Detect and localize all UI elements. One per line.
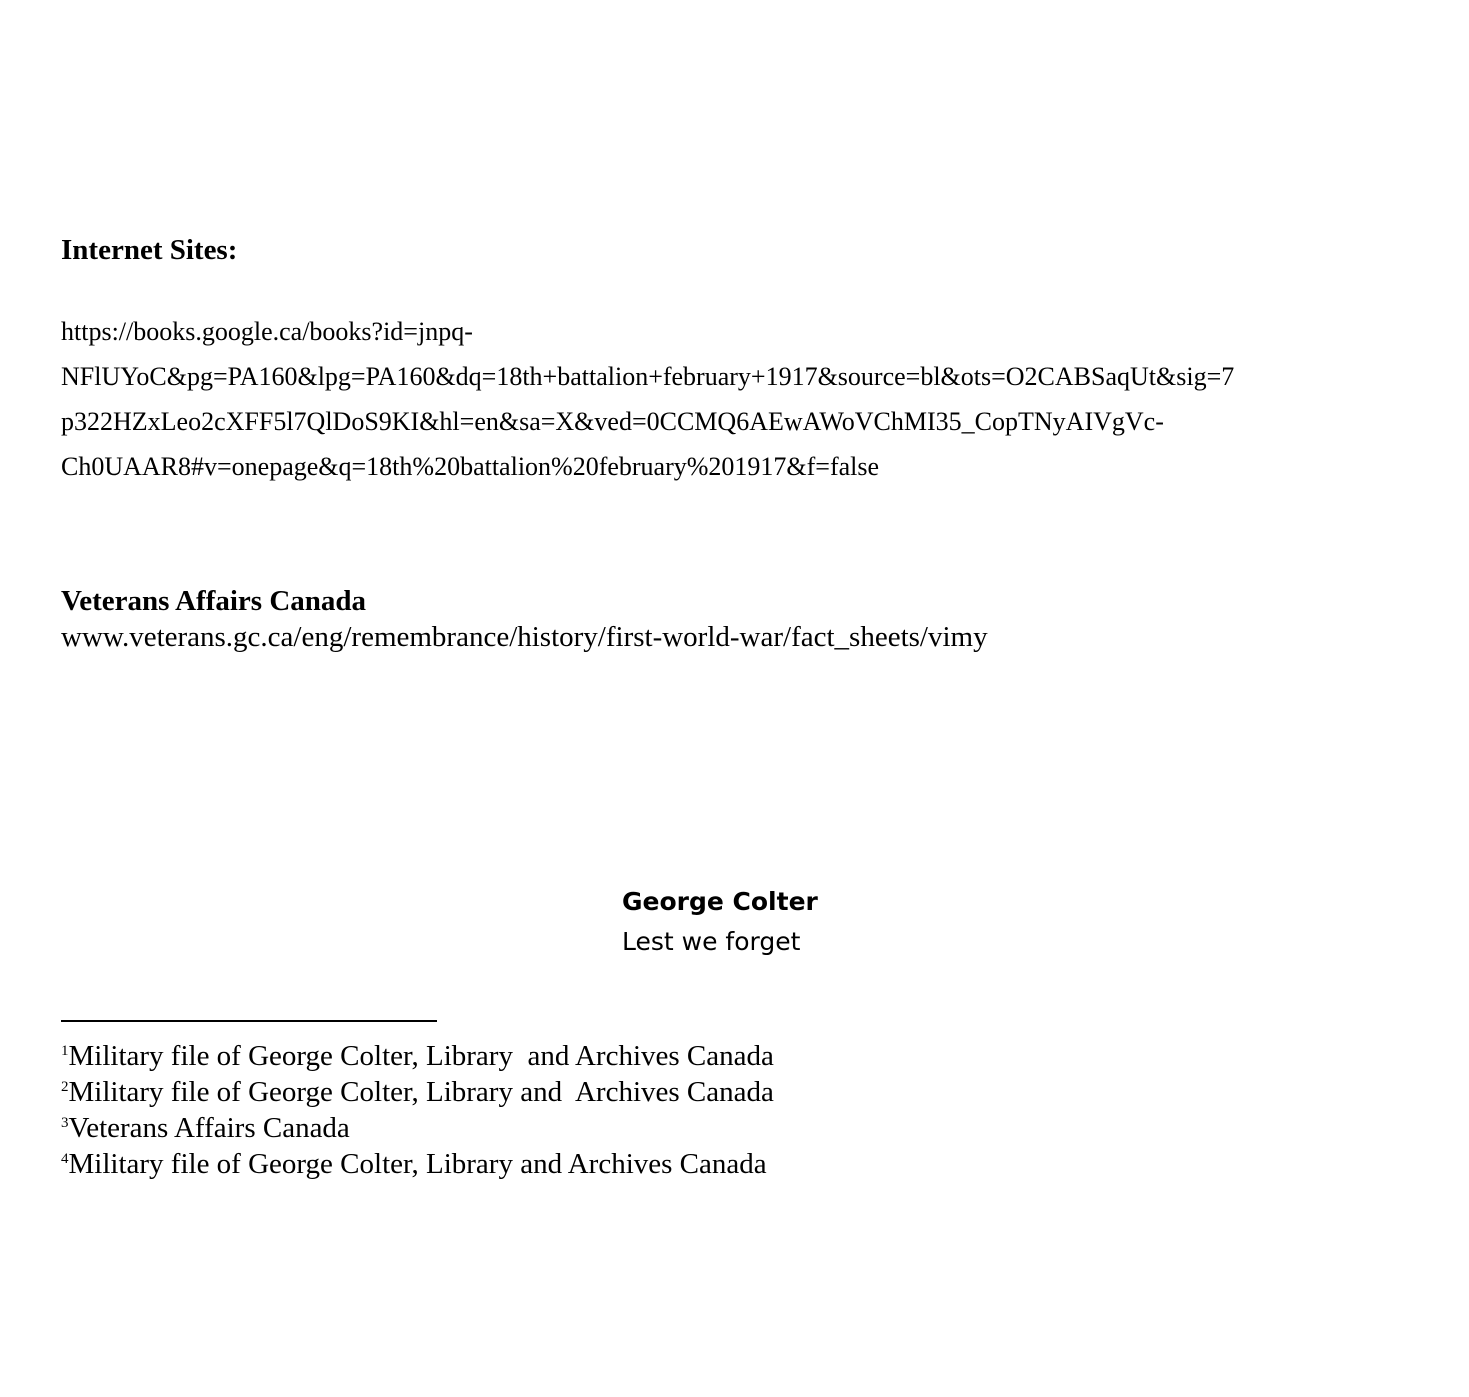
veterans-affairs-url[interactable]: www.veterans.gc.ca/eng/remembrance/history/first-world-war/fact_sheets/vimy: [61, 621, 988, 653]
footnote-separator: [61, 1020, 437, 1022]
google-books-url-line-2[interactable]: NFlUYoC&pg=PA160&lpg=PA160&dq=18th+battalion+february+1917&source=bl&ots=O2CABSaqUt&sig=7: [61, 362, 1235, 391]
google-books-url-line-4[interactable]: Ch0UAAR8#v=onepage&q=18th%20battalion%20february%201917&f=false: [61, 452, 880, 481]
footnote-3: [61, 1111, 350, 1145]
footnote-2-text: Military file of George Colter, Library and Archives Canada: [68, 1076, 774, 1108]
footnote-1-mark: 1: [61, 1043, 69, 1059]
google-books-url-line-3[interactable]: p322HZxLeo2cXFF5l7QlDoS9KI&hl=en&sa=X&ved=0CCMQ6AEwAWoVChMI35_CopTNyAIVgVc-: [61, 407, 1164, 436]
footnote-1: [61, 1039, 774, 1073]
footnote-2-mark: 2: [61, 1079, 69, 1095]
footnote-1-text: Military file of George Colter, Library and Archives Canada: [68, 1040, 774, 1072]
signature-motto: Lest we forget: [622, 927, 801, 956]
footnote-4-mark: 4: [61, 1151, 69, 1167]
google-books-url-line-1[interactable]: https://books.google.ca/books?id=jnpq-: [61, 317, 473, 346]
veterans-affairs-heading: Veterans Affairs Canada: [61, 585, 367, 617]
internet-sites-heading: Internet Sites:: [61, 234, 238, 266]
footnote-3-mark: 3: [61, 1115, 69, 1131]
signature-name: George Colter: [622, 887, 818, 916]
footnote-2: [61, 1075, 774, 1109]
footnote-4-text: Military file of George Colter, Library and Archives Canada: [68, 1148, 767, 1180]
footnote-4: [61, 1147, 767, 1181]
footnote-3-text: Veterans Affairs Canada: [68, 1112, 350, 1144]
